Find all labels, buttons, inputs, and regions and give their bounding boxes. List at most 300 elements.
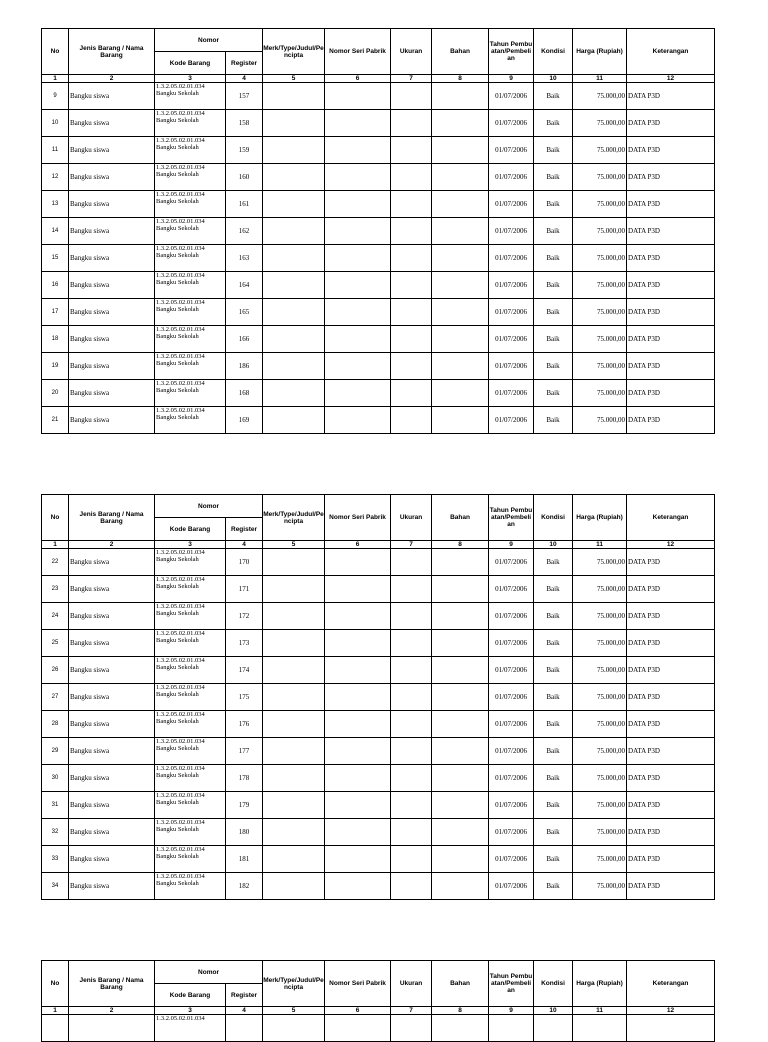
cell-keterangan: DATA P3D	[627, 110, 715, 137]
inventory-table-3	[41, 960, 715, 1042]
cell-kondisi: Baik	[534, 326, 573, 353]
cell-jenis-barang: Bangku siswa	[69, 765, 155, 792]
cell-ukuran	[391, 218, 432, 245]
cell-kode-barang	[155, 657, 226, 684]
cell-jenis-barang: Bangku siswa	[69, 272, 155, 299]
cell-register	[226, 1015, 263, 1042]
cell-keterangan: DATA P3D	[627, 326, 715, 353]
cell-harga: 75.000,00	[573, 407, 627, 434]
cell-tahun: 01/07/2006	[489, 245, 534, 272]
cell-keterangan: DATA P3D	[627, 846, 715, 873]
cell-kondisi: Baik	[534, 380, 573, 407]
cell-keterangan: DATA P3D	[627, 711, 715, 738]
cell-kode-barang	[155, 191, 226, 218]
cell-keterangan: DATA P3D	[627, 191, 715, 218]
table-row	[42, 110, 715, 137]
cell-kode-barang	[155, 299, 226, 326]
cell-no: 28	[42, 711, 69, 738]
cell-register: 176	[226, 711, 263, 738]
column-number: 4	[226, 75, 263, 83]
cell-register: 177	[226, 738, 263, 765]
cell-register: 161	[226, 191, 263, 218]
cell-ukuran	[391, 326, 432, 353]
header-bahan: Bahan	[432, 495, 489, 541]
cell-merk	[263, 110, 325, 137]
cell-kode-barang	[155, 353, 226, 380]
cell-kode-number: 1.3.2.05.02.01.034	[156, 684, 205, 691]
cell-harga: 75.000,00	[573, 164, 627, 191]
cell-jenis-barang: Bangku siswa	[69, 137, 155, 164]
cell-register: 172	[226, 603, 263, 630]
cell-nomor-seri	[325, 218, 391, 245]
header-keterangan: Keterangan	[627, 961, 715, 1007]
cell-tahun: 01/07/2006	[489, 846, 534, 873]
cell-no: 21	[42, 407, 69, 434]
column-number: 8	[432, 75, 489, 83]
header-ukuran: Ukuran	[391, 495, 432, 541]
cell-register: 158	[226, 110, 263, 137]
column-number: 12	[627, 1007, 715, 1015]
cell-ukuran	[391, 110, 432, 137]
cell-jenis-barang: Bangku siswa	[69, 711, 155, 738]
cell-register: 181	[226, 846, 263, 873]
cell-kode-barang	[155, 846, 226, 873]
table-row	[42, 326, 715, 353]
cell-ukuran	[391, 164, 432, 191]
cell-harga: 75.000,00	[573, 191, 627, 218]
cell-keterangan: DATA P3D	[627, 738, 715, 765]
cell-ukuran	[391, 407, 432, 434]
cell-harga: 75.000,00	[573, 603, 627, 630]
cell-keterangan: DATA P3D	[627, 819, 715, 846]
cell-register: 169	[226, 407, 263, 434]
column-number: 4	[226, 541, 263, 549]
cell-no: 32	[42, 819, 69, 846]
cell-nomor-seri	[325, 846, 391, 873]
cell-kode-number: 1.3.2.05.02.01.034	[156, 576, 205, 583]
header-merk: Merk/Type/Judul/Pe ncipta	[263, 29, 325, 75]
cell-bahan	[432, 191, 489, 218]
cell-ukuran	[391, 272, 432, 299]
cell-kondisi: Baik	[534, 576, 573, 603]
cell-kode-barang	[155, 218, 226, 245]
cell-jenis-barang: Bangku siswa	[69, 873, 155, 900]
cell-merk	[263, 792, 325, 819]
cell-keterangan: DATA P3D	[627, 83, 715, 110]
cell-merk	[263, 846, 325, 873]
cell-ukuran	[391, 846, 432, 873]
cell-jenis-barang: Bangku siswa	[69, 738, 155, 765]
cell-nomor-seri	[325, 245, 391, 272]
cell-no: 22	[42, 549, 69, 576]
cell-ukuran	[391, 738, 432, 765]
table-row	[42, 407, 715, 434]
cell-kode-barang	[155, 711, 226, 738]
cell-bahan	[432, 873, 489, 900]
header-nomor: Nomor	[155, 961, 263, 984]
cell-tahun: 01/07/2006	[489, 299, 534, 326]
header-register: Register	[226, 984, 263, 1007]
cell-merk	[263, 684, 325, 711]
column-number: 6	[325, 75, 391, 83]
column-number: 7	[391, 1007, 432, 1015]
cell-bahan	[432, 792, 489, 819]
cell-kode-barang	[155, 83, 226, 110]
column-number: 1	[42, 75, 69, 83]
cell-bahan	[432, 711, 489, 738]
column-number: 1	[42, 541, 69, 549]
cell-jenis-barang: Bangku siswa	[69, 630, 155, 657]
cell-kode-name: Bangku Sekolah	[156, 387, 199, 394]
cell-nomor-seri	[325, 299, 391, 326]
cell-kode-name: Bangku Sekolah	[156, 117, 199, 124]
cell-keterangan: DATA P3D	[627, 137, 715, 164]
column-number-row	[42, 541, 715, 549]
cell-bahan	[432, 380, 489, 407]
header-bahan: Bahan	[432, 29, 489, 75]
cell-bahan	[432, 110, 489, 137]
cell-kode-name: Bangku Sekolah	[156, 225, 199, 232]
column-number: 4	[226, 1007, 263, 1015]
column-number: 8	[432, 541, 489, 549]
cell-tahun: 01/07/2006	[489, 819, 534, 846]
cell-kode-number: 1.3.2.05.02.01.034	[156, 83, 205, 90]
cell-no: 13	[42, 191, 69, 218]
cell-kondisi: Baik	[534, 738, 573, 765]
cell-harga: 75.000,00	[573, 83, 627, 110]
cell-ukuran	[391, 765, 432, 792]
table-row	[42, 549, 715, 576]
cell-merk	[263, 630, 325, 657]
inventory-table-1	[41, 28, 715, 434]
cell-kondisi: Baik	[534, 819, 573, 846]
cell-kode-barang	[155, 549, 226, 576]
cell-merk	[263, 218, 325, 245]
header-ukuran: Ukuran	[391, 29, 432, 75]
cell-bahan	[432, 765, 489, 792]
header-no: No	[42, 29, 69, 75]
cell-harga: 75.000,00	[573, 738, 627, 765]
cell-keterangan: DATA P3D	[627, 218, 715, 245]
cell-harga: 75.000,00	[573, 657, 627, 684]
column-number: 9	[489, 75, 534, 83]
cell-tahun	[489, 1015, 534, 1042]
header-register: Register	[226, 518, 263, 541]
cell-kode-barang	[155, 765, 226, 792]
table-row	[42, 603, 715, 630]
cell-nomor-seri	[325, 137, 391, 164]
cell-register: 180	[226, 819, 263, 846]
cell-bahan	[432, 603, 489, 630]
cell-kode-number: 1.3.2.05.02.01.034	[156, 164, 205, 171]
cell-kode-name: Bangku Sekolah	[156, 90, 199, 97]
cell-ukuran	[391, 1015, 432, 1042]
cell-merk	[263, 873, 325, 900]
cell-keterangan: DATA P3D	[627, 873, 715, 900]
cell-kondisi: Baik	[534, 191, 573, 218]
cell-harga: 75.000,00	[573, 711, 627, 738]
cell-bahan	[432, 218, 489, 245]
cell-no: 29	[42, 738, 69, 765]
column-number: 12	[627, 75, 715, 83]
column-number: 9	[489, 541, 534, 549]
cell-jenis-barang: Bangku siswa	[69, 657, 155, 684]
cell-nomor-seri	[325, 272, 391, 299]
cell-no: 31	[42, 792, 69, 819]
cell-register: 165	[226, 299, 263, 326]
header-nomor: Nomor	[155, 495, 263, 518]
cell-keterangan: DATA P3D	[627, 164, 715, 191]
header-tahun: Tahun Pembu atan/Pembeli an	[489, 495, 534, 541]
cell-nomor-seri	[325, 738, 391, 765]
cell-nomor-seri	[325, 819, 391, 846]
cell-nomor-seri	[325, 407, 391, 434]
cell-tahun: 01/07/2006	[489, 873, 534, 900]
header-kondisi: Kondisi	[534, 495, 573, 541]
column-number: 3	[155, 75, 226, 83]
cell-nomor-seri	[325, 684, 391, 711]
cell-kode-barang	[155, 873, 226, 900]
cell-kode-number: 1.3.2.05.02.01.034	[156, 299, 205, 306]
cell-harga: 75.000,00	[573, 765, 627, 792]
cell-kondisi: Baik	[534, 272, 573, 299]
cell-kode-number: 1.3.2.05.02.01.034	[156, 630, 205, 637]
cell-kode-name: Bangku Sekolah	[156, 279, 199, 286]
cell-kode-name: Bangku Sekolah	[156, 853, 199, 860]
cell-kode-number: 1.3.2.05.02.01.034	[156, 738, 205, 745]
cell-kondisi: Baik	[534, 83, 573, 110]
cell-kode-barang	[155, 380, 226, 407]
cell-kode-number: 1.3.2.05.02.01.034	[156, 603, 205, 610]
cell-register: 186	[226, 353, 263, 380]
header-tahun: Tahun Pembu atan/Pembeli an	[489, 961, 534, 1007]
cell-bahan	[432, 164, 489, 191]
cell-keterangan: DATA P3D	[627, 380, 715, 407]
header-keterangan: Keterangan	[627, 29, 715, 75]
cell-kode-barang	[155, 738, 226, 765]
cell-kondisi: Baik	[534, 765, 573, 792]
cell-ukuran	[391, 83, 432, 110]
cell-bahan	[432, 353, 489, 380]
cell-bahan	[432, 326, 489, 353]
cell-tahun: 01/07/2006	[489, 549, 534, 576]
cell-merk	[263, 137, 325, 164]
cell-kode-number: 1.3.2.05.02.01.034	[156, 765, 205, 772]
header-nomor: Nomor	[155, 29, 263, 52]
cell-tahun: 01/07/2006	[489, 218, 534, 245]
header-no: No	[42, 495, 69, 541]
cell-ukuran	[391, 657, 432, 684]
header-kode-barang: Kode Barang	[155, 52, 226, 75]
cell-kondisi: Baik	[534, 630, 573, 657]
cell-harga: 75.000,00	[573, 326, 627, 353]
cell-no: 26	[42, 657, 69, 684]
table-row	[42, 657, 715, 684]
cell-harga	[573, 1015, 627, 1042]
cell-kode-number: 1.3.2.05.02.01.034	[156, 873, 205, 880]
cell-kode-name: Bangku Sekolah	[156, 171, 199, 178]
column-number: 6	[325, 541, 391, 549]
column-number: 2	[69, 541, 155, 549]
table-row	[42, 380, 715, 407]
cell-no: 27	[42, 684, 69, 711]
column-number: 1	[42, 1007, 69, 1015]
cell-kondisi: Baik	[534, 164, 573, 191]
cell-jenis-barang: Bangku siswa	[69, 846, 155, 873]
table-row	[42, 711, 715, 738]
table-row	[42, 765, 715, 792]
cell-jenis-barang: Bangku siswa	[69, 549, 155, 576]
cell-kode-name: Bangku Sekolah	[156, 799, 199, 806]
header-nomor-seri: Nomor Seri Pabrik	[325, 961, 391, 1007]
cell-kondisi: Baik	[534, 846, 573, 873]
cell-nomor-seri	[325, 110, 391, 137]
cell-tahun: 01/07/2006	[489, 164, 534, 191]
cell-merk	[263, 407, 325, 434]
cell-kode-name: Bangku Sekolah	[156, 637, 199, 644]
cell-kode-number: 1.3.2.05.02.01.034	[156, 1015, 205, 1022]
header-no: No	[42, 961, 69, 1007]
cell-harga: 75.000,00	[573, 272, 627, 299]
cell-register: 174	[226, 657, 263, 684]
cell-merk	[263, 657, 325, 684]
cell-kondisi: Baik	[534, 549, 573, 576]
cell-tahun: 01/07/2006	[489, 353, 534, 380]
table-row	[42, 164, 715, 191]
cell-keterangan: DATA P3D	[627, 630, 715, 657]
cell-kondisi: Baik	[534, 299, 573, 326]
cell-no: 19	[42, 353, 69, 380]
cell-jenis-barang: Bangku siswa	[69, 792, 155, 819]
cell-tahun: 01/07/2006	[489, 326, 534, 353]
cell-kode-barang	[155, 326, 226, 353]
cell-register: 170	[226, 549, 263, 576]
cell-kode-number: 1.3.2.05.02.01.034	[156, 407, 205, 414]
cell-merk	[263, 576, 325, 603]
cell-no: 14	[42, 218, 69, 245]
column-number: 3	[155, 1007, 226, 1015]
cell-no: 18	[42, 326, 69, 353]
cell-merk	[263, 353, 325, 380]
header-register: Register	[226, 52, 263, 75]
cell-kode-barang	[155, 819, 226, 846]
cell-tahun: 01/07/2006	[489, 603, 534, 630]
cell-kode-name: Bangku Sekolah	[156, 556, 199, 563]
header-harga: Harga (Rupiah)	[573, 961, 627, 1007]
cell-kode-number: 1.3.2.05.02.01.034	[156, 711, 205, 718]
cell-tahun: 01/07/2006	[489, 110, 534, 137]
cell-keterangan: DATA P3D	[627, 272, 715, 299]
header-jenis-barang: Jenis Barang / Nama Barang	[69, 961, 155, 1007]
cell-harga: 75.000,00	[573, 873, 627, 900]
cell-harga: 75.000,00	[573, 110, 627, 137]
cell-kondisi: Baik	[534, 873, 573, 900]
cell-no	[42, 1015, 69, 1042]
cell-kode-name: Bangku Sekolah	[156, 360, 199, 367]
cell-kode-barang	[155, 603, 226, 630]
cell-bahan	[432, 657, 489, 684]
cell-keterangan: DATA P3D	[627, 603, 715, 630]
header-harga: Harga (Rupiah)	[573, 495, 627, 541]
cell-tahun: 01/07/2006	[489, 711, 534, 738]
cell-merk	[263, 1015, 325, 1042]
cell-tahun: 01/07/2006	[489, 630, 534, 657]
cell-bahan	[432, 576, 489, 603]
cell-no: 10	[42, 110, 69, 137]
table-row	[42, 846, 715, 873]
cell-harga: 75.000,00	[573, 846, 627, 873]
cell-keterangan: DATA P3D	[627, 792, 715, 819]
cell-ukuran	[391, 380, 432, 407]
cell-register: 160	[226, 164, 263, 191]
cell-kode-name: Bangku Sekolah	[156, 664, 199, 671]
cell-register: 168	[226, 380, 263, 407]
cell-kode-barang	[155, 110, 226, 137]
column-number: 3	[155, 541, 226, 549]
column-number: 5	[263, 541, 325, 549]
cell-bahan	[432, 630, 489, 657]
cell-jenis-barang: Bangku siswa	[69, 110, 155, 137]
cell-kode-number: 1.3.2.05.02.01.034	[156, 110, 205, 117]
cell-bahan	[432, 245, 489, 272]
cell-tahun: 01/07/2006	[489, 137, 534, 164]
cell-register: 166	[226, 326, 263, 353]
cell-nomor-seri	[325, 380, 391, 407]
header-nomor-seri: Nomor Seri Pabrik	[325, 29, 391, 75]
cell-bahan	[432, 549, 489, 576]
cell-kode-name: Bangku Sekolah	[156, 826, 199, 833]
cell-bahan	[432, 83, 489, 110]
cell-nomor-seri	[325, 353, 391, 380]
header-jenis-barang: Jenis Barang / Nama Barang	[69, 29, 155, 75]
column-number: 2	[69, 1007, 155, 1015]
cell-bahan	[432, 299, 489, 326]
cell-tahun: 01/07/2006	[489, 657, 534, 684]
header-kode-barang: Kode Barang	[155, 984, 226, 1007]
table-row	[42, 272, 715, 299]
cell-kondisi: Baik	[534, 245, 573, 272]
cell-merk	[263, 272, 325, 299]
table-row	[42, 792, 715, 819]
cell-no: 9	[42, 83, 69, 110]
table-row	[42, 137, 715, 164]
cell-keterangan: DATA P3D	[627, 245, 715, 272]
column-number: 11	[573, 1007, 627, 1015]
cell-kondisi: Baik	[534, 684, 573, 711]
cell-kode-number: 1.3.2.05.02.01.034	[156, 353, 205, 360]
cell-kode-number: 1.3.2.05.02.01.034	[156, 137, 205, 144]
header-ukuran: Ukuran	[391, 961, 432, 1007]
cell-kondisi: Baik	[534, 353, 573, 380]
column-number: 10	[534, 1007, 573, 1015]
column-number: 7	[391, 75, 432, 83]
cell-register: 159	[226, 137, 263, 164]
cell-merk	[263, 326, 325, 353]
column-number: 5	[263, 1007, 325, 1015]
cell-kode-number: 1.3.2.05.02.01.034	[156, 272, 205, 279]
cell-kode-number: 1.3.2.05.02.01.034	[156, 326, 205, 333]
cell-jenis-barang: Bangku siswa	[69, 164, 155, 191]
cell-jenis-barang: Bangku siswa	[69, 245, 155, 272]
cell-jenis-barang	[69, 1015, 155, 1042]
cell-merk	[263, 245, 325, 272]
cell-merk	[263, 380, 325, 407]
table-row	[42, 191, 715, 218]
cell-kode-name: Bangku Sekolah	[156, 414, 199, 421]
cell-ukuran	[391, 191, 432, 218]
cell-ukuran	[391, 684, 432, 711]
cell-nomor-seri	[325, 792, 391, 819]
